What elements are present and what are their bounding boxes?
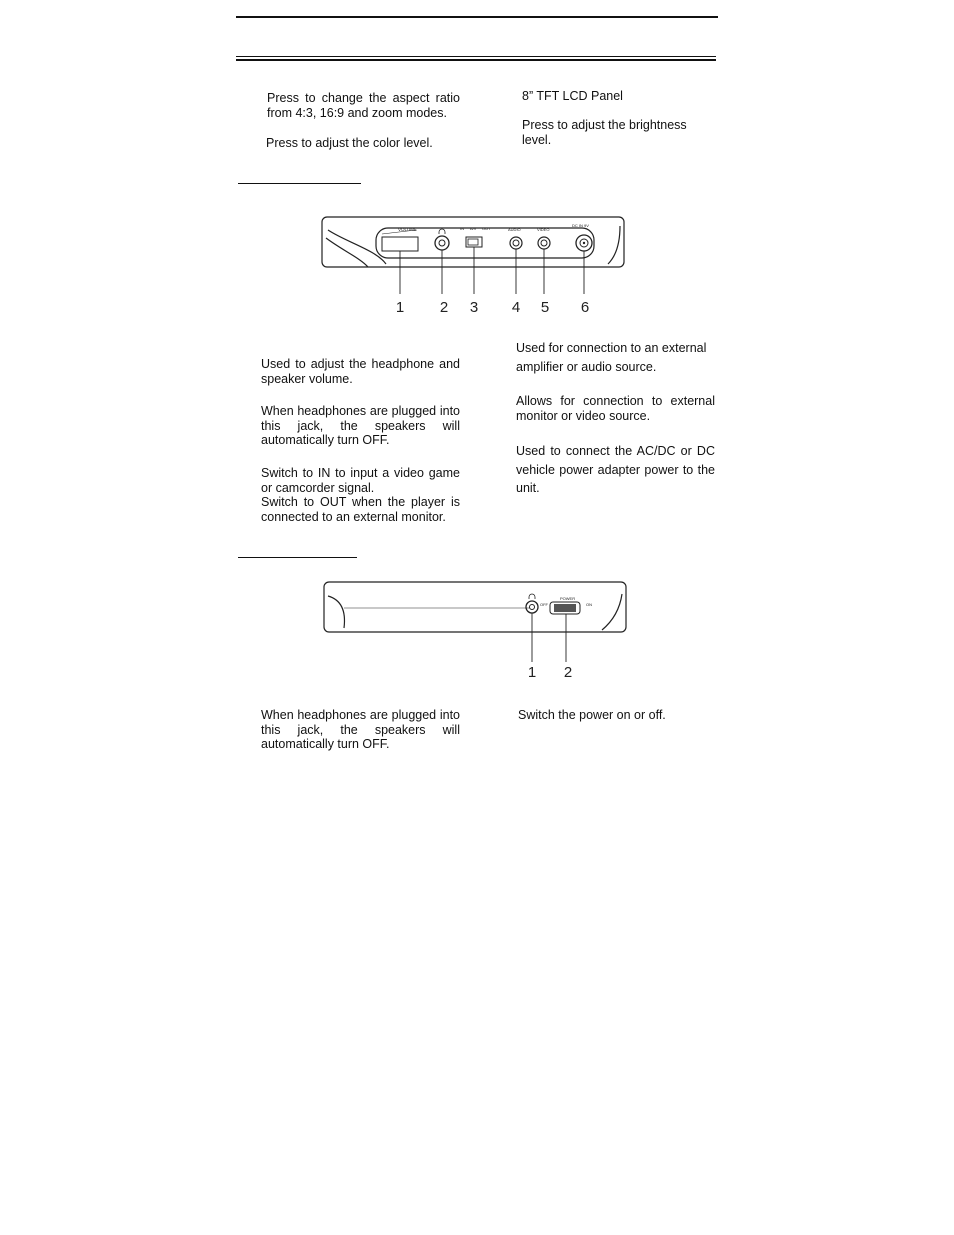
on-panel-label: ON (586, 602, 592, 607)
left-side-heading-underline (238, 183, 361, 184)
headphone-icon (529, 594, 535, 599)
headphone-jack-description: When headphones are plugged into this jack, the speakers will automatically turn OFF. (261, 404, 460, 448)
audio-jack-description: Used for connection to an external amplifier or audio source. (516, 341, 707, 374)
header-double-rule-a (236, 56, 716, 57)
power-switch (550, 602, 580, 614)
callout-2: 2 (563, 664, 573, 681)
callout-6: 6 (580, 299, 590, 316)
header-top-rule (236, 16, 718, 18)
av-label: A/V (470, 226, 477, 231)
av-switch-out-description: Switch to OUT when the player is connected to an external monitor. (261, 495, 460, 524)
dc-in-jack (576, 235, 592, 251)
volume-panel-label: VOLUME (398, 227, 418, 232)
headphone-jack (435, 229, 449, 250)
header-double-rule-b (236, 59, 716, 61)
power-panel-label: POWER (560, 596, 576, 601)
volume-wheel (382, 237, 418, 251)
callout-1: 1 (395, 299, 405, 316)
left-side-panel-diagram (316, 212, 630, 318)
volume-description: Used to adjust the headphone and speaker volume. (261, 357, 460, 386)
brightness-description: Press to adjust the brightness level. (522, 118, 687, 147)
callout-3: 3 (469, 299, 479, 316)
color-level-description: Press to adjust the color level. (266, 136, 433, 150)
dc-in-panel-label: DC IN 9V (572, 223, 589, 228)
lcd-panel-description: 8” TFT LCD Panel (522, 89, 623, 103)
side-headphone-jack-description: When headphones are plugged into this jack, the speakers will automatically turn OFF. (261, 708, 460, 752)
av-switch-in-description: Switch to IN to input a video game or camcorder signal. (261, 466, 460, 495)
power-switch-description: Switch the power on or off. (518, 708, 666, 722)
headphone-jack (526, 594, 538, 613)
video-jack-description: Allows for connection to external monitor or video source. (516, 394, 715, 423)
right-side-heading-underline (238, 557, 357, 558)
video-jack (538, 237, 550, 249)
callout-5: 5 (540, 299, 550, 316)
headphone-icon (439, 229, 445, 234)
dc-in-description: Used to connect the AC/DC or DC vehicle power adapter power to the unit. (516, 444, 715, 496)
right-side-panel-diagram (320, 578, 632, 682)
audio-panel-label: AUDIO (508, 227, 521, 232)
callout-2: 2 (439, 299, 449, 316)
video-panel-label: VIDEO (537, 227, 550, 232)
av-out-label: OUT (482, 226, 491, 231)
off-panel-label: OFF (540, 602, 548, 607)
callout-4: 4 (511, 299, 521, 316)
av-switch (466, 237, 482, 247)
callout-1: 1 (527, 664, 537, 681)
aspect-ratio-description: Press to change the aspect ratio from 4:3, 16:9 and zoom modes. (267, 91, 460, 120)
av-in-label: IN (460, 226, 464, 231)
audio-jack (510, 237, 522, 249)
